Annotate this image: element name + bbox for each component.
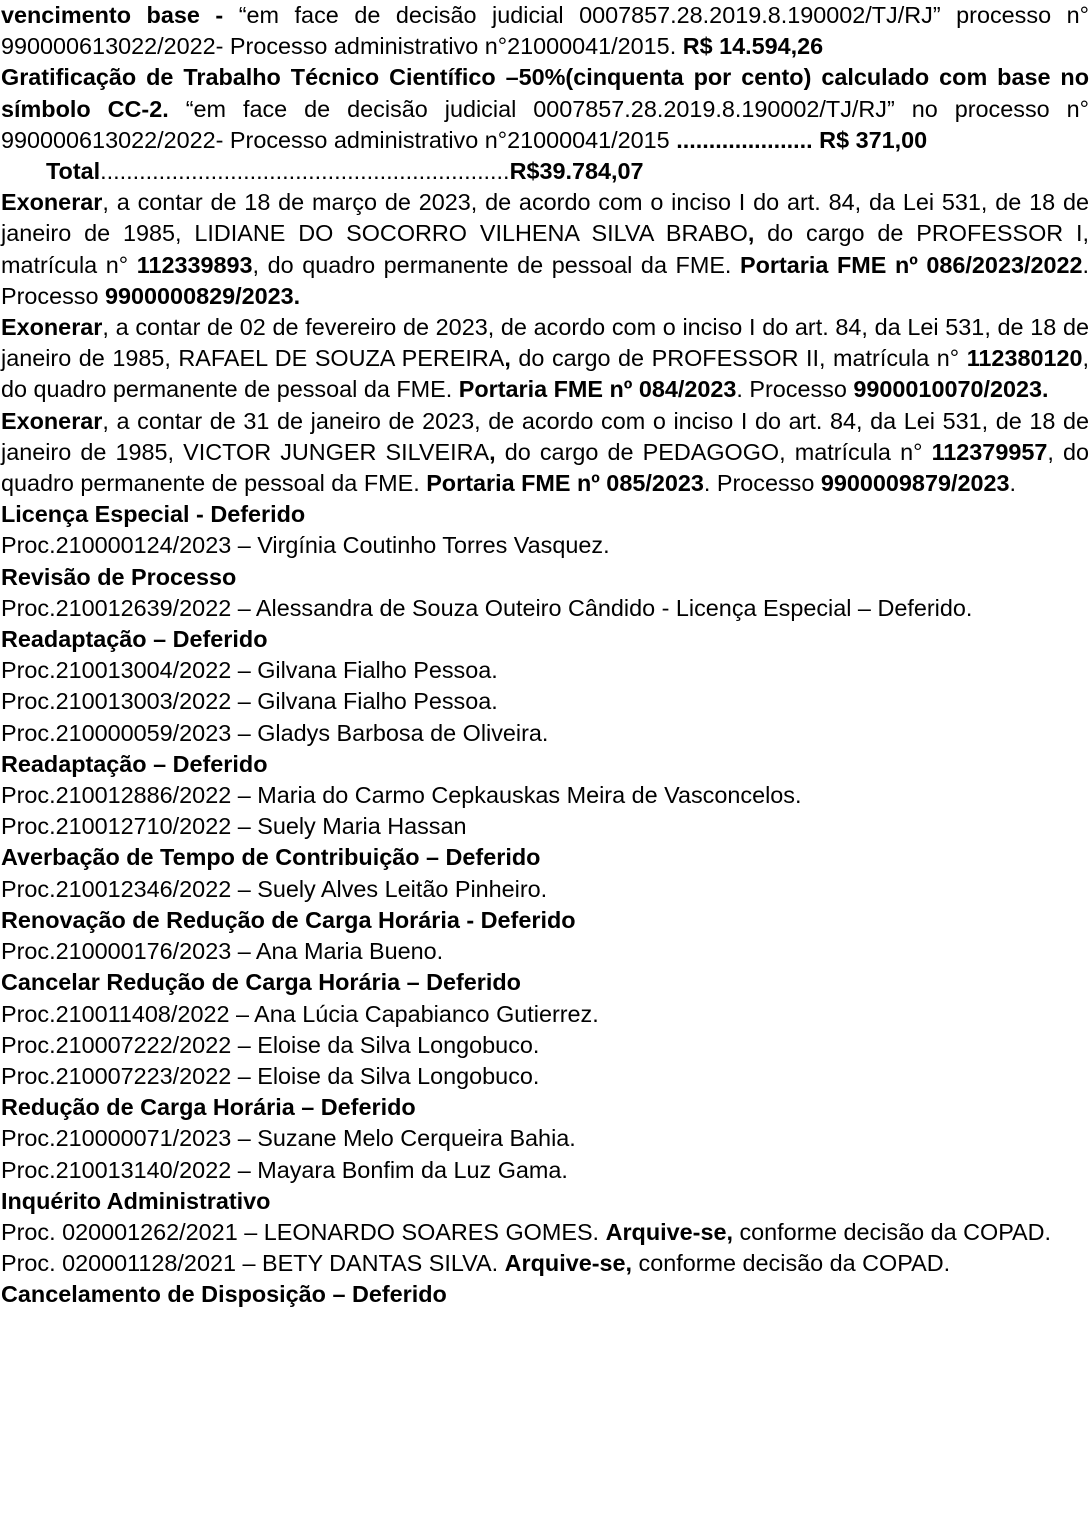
inquerito-text: Proc. 020001128/2021 – BETY DANTAS SILVA. <box>1 1250 505 1277</box>
processo-number: 9900010070/2023. <box>853 376 1049 403</box>
matricula-number: 112339893 <box>136 251 253 278</box>
exoneracao-text: , do quadro permanente de pessoal da FME. <box>252 251 741 278</box>
exonerar-verb: Exonerar <box>1 314 103 341</box>
section-heading-readaptacao-2: Readaptação – Deferido <box>1 750 268 777</box>
total-label: Total <box>46 158 101 185</box>
total-amount: R$39.784,07 <box>509 158 644 185</box>
gratificacao-label: Gratificação de Trabalho Técnico Científico –50%(cinquenta por cento) calculado com base no símbolo CC-2. <box>1 64 1089 122</box>
arquive-se-label: Arquive-se, <box>504 1250 633 1277</box>
list-item: Proc.210000176/2023 – Ana Maria Bueno. <box>1 938 444 965</box>
section-heading-renovacao: Renovação de Redução de Carga Horária - Deferido <box>1 906 576 933</box>
list-item: Proc.210007223/2022 – Eloise da Silva Longobuco. <box>1 1062 540 1089</box>
exoneracao-comma: , <box>747 220 755 247</box>
list-item: Proc.210013140/2022 – Mayara Bonfim da Luz Gama. <box>1 1156 568 1183</box>
section-heading-licenca-especial: Licença Especial - Deferido <box>1 501 306 528</box>
section-heading-reducao: Redução de Carga Horária – Deferido <box>1 1094 416 1121</box>
exoneracao-text: , a contar de 02 de fevereiro de 2023, de acordo com o inciso I do art. 84, da Lei 531, de 18 de janeiro de 1985, RAFAEL DE SOUZA PEREIRA <box>1 314 1089 372</box>
list-item: Proc.210011408/2022 – Ana Lúcia Capabianco Gutierrez. <box>1 1000 599 1027</box>
list-item: Proc.210012346/2022 – Suely Alves Leitão Pinheiro. <box>1 875 548 902</box>
list-item: Proc.210007222/2022 – Eloise da Silva Longobuco. <box>1 1031 540 1058</box>
list-item: Proc.210000071/2023 – Suzane Melo Cerqueira Bahia. <box>1 1125 576 1152</box>
gratificacao-text: “em face de decisão judicial 0007857.28.2019.8.190002/TJ/RJ” no processo n° 990000613022/2022- Processo administrativo n°21000041/2015 <box>1 95 1089 153</box>
exoneracao-text: do cargo de PROFESSOR I, matrícula n° <box>1 220 1090 278</box>
list-item: Proc.210013004/2022 – Gilvana Fialho Pessoa. <box>1 657 498 684</box>
total-line <box>1 156 1089 187</box>
matricula-number: 112379957 <box>931 438 1048 465</box>
section-heading-cancelar-reducao: Cancelar Redução de Carga Horária – Deferido <box>1 969 521 996</box>
processo-number: 9900000829/2023. <box>105 282 301 309</box>
exoneracao-text: do cargo de PEDAGOGO, matrícula n° <box>495 438 932 465</box>
exonerar-verb: Exonerar <box>1 189 103 216</box>
exoneracao-text: . Processo <box>1 251 1089 309</box>
vencimento-base-text: “em face de decisão judicial 0007857.28.2019.8.190002/TJ/RJ” processo n° 990000613022/2022- Processo administrativo n°21000041/2015. <box>1 2 1089 60</box>
list-item: Proc.210012639/2022 – Alessandra de Souza Outeiro Cândido - Licença Especial – Deferido. <box>1 594 973 621</box>
exoneracao-text: , do quadro permanente de pessoal da FME. <box>1 345 1089 403</box>
portaria-reference: Portaria FME nº 085/2023 <box>426 470 704 497</box>
vencimento-base-label: vencimento base - <box>1 2 224 28</box>
list-item: Proc.210012710/2022 – Suely Maria Hassan <box>1 813 467 840</box>
exoneracao-text: , a contar de 31 de janeiro de 2023, de acordo com o inciso I do art. 84, da Lei 531, de 18 de janeiro de 1985, VICTOR JUNGER SILVEIRA <box>1 407 1089 465</box>
section-heading-readaptacao: Readaptação – Deferido <box>1 626 268 653</box>
portaria-reference: Portaria FME nº 086/2023/2022 <box>740 251 1083 278</box>
list-item: Proc.210013003/2022 – Gilvana Fialho Pessoa. <box>1 688 498 715</box>
section-heading-inquerito: Inquérito Administrativo <box>1 1187 271 1214</box>
exoneracao-text: . Processo <box>736 376 854 403</box>
inquerito-item-2 <box>1 1248 1089 1279</box>
exoneracao-paragraph-2 <box>1 312 1089 406</box>
total-dots: ............................................................... <box>100 158 510 185</box>
section-heading-averbacao: Averbação de Tempo de Contribuição – Deferido <box>1 844 541 871</box>
exoneracao-text: . Processo <box>703 470 821 497</box>
list-item: Proc.210000124/2023 – Virgínia Coutinho Torres Vasquez. <box>1 532 610 559</box>
gratificacao-amount: ..................... R$ 371,00 <box>676 126 928 153</box>
portaria-reference: Portaria FME nº 084/2023 <box>458 376 737 403</box>
exoneracao-text: , do quadro permanente de pessoal da FME. <box>1 438 1090 497</box>
exoneracao-text: , a contar de 18 de março de 2023, de acordo com o inciso I do art. 84, da Lei 531, de 18 de janeiro de 1985, LIDIANE DO SOCORRO VILHENA SILVA BRABO <box>1 189 1089 247</box>
inquerito-text: conforme decisão da COPAD. <box>732 1218 1052 1245</box>
section-heading-cancelamento: Cancelamento de Disposição – Deferido <box>1 1281 447 1308</box>
section-heading-revisao-processo: Revisão de Processo <box>1 563 237 590</box>
inquerito-item-1 <box>1 1217 1089 1248</box>
arquive-se-label: Arquive-se, <box>605 1218 733 1245</box>
exoneracao-text: do cargo de PROFESSOR II, matrícula n° <box>510 345 967 372</box>
inquerito-text: Proc. 020001262/2021 – LEONARDO SOARES GOMES. <box>1 1218 606 1245</box>
exoneracao-text: . <box>1009 470 1016 497</box>
exoneracao-paragraph-3 <box>1 406 1089 500</box>
list-item: Proc.210012886/2022 – Maria do Carmo Cepkauskas Meira de Vasconcelos. <box>1 782 802 809</box>
list-item: Proc.210000059/2023 – Gladys Barbosa de Oliveira. <box>1 719 549 746</box>
inquerito-text: conforme decisão da COPAD. <box>632 1250 951 1277</box>
vencimento-base-paragraph <box>1 0 1089 62</box>
processo-number: 9900009879/2023 <box>820 470 1010 497</box>
exoneracao-comma: , <box>489 438 496 465</box>
gratificacao-paragraph <box>1 62 1089 156</box>
exonerar-verb: Exonerar <box>1 407 103 434</box>
exoneracao-paragraph-1 <box>1 187 1089 312</box>
vencimento-base-amount: R$ 14.594,26 <box>682 33 824 60</box>
exoneracao-comma: , <box>504 345 511 372</box>
matricula-number: 112380120 <box>966 345 1083 372</box>
